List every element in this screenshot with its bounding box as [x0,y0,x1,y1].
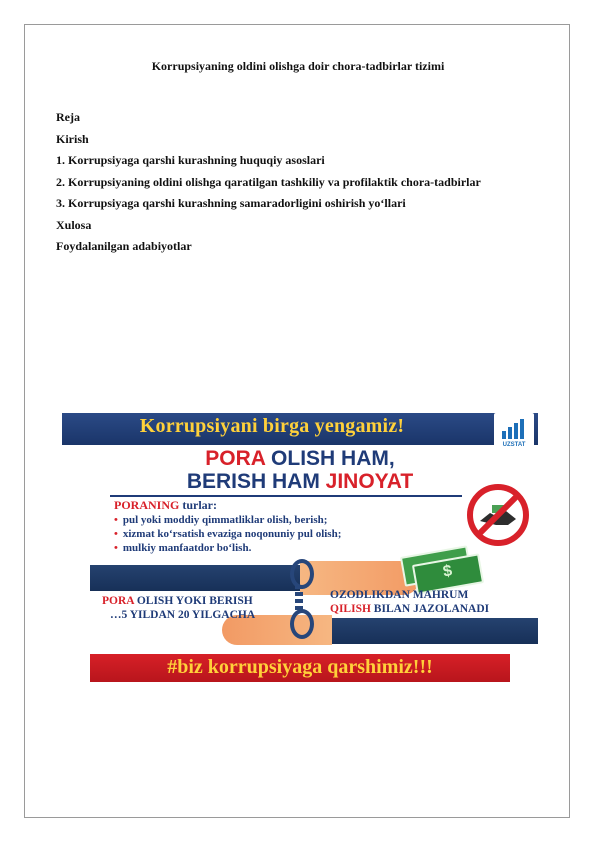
toc-item-references: Foydalanilgan adabiyotlar [56,239,192,253]
toc-item-1: 1. Korrupsiyaga qarshi kurashning huquqiy asoslari [56,153,325,167]
headline-rest-2: BERISH HAM [186,470,326,493]
toc-item-3: 3. Korrupsiyaga qarshi kurashning samaradorligini oshirish yo‘llari [56,196,406,210]
no-bribery-icon [466,483,530,547]
headline-divider [110,495,462,497]
bribe-types-title [114,498,217,513]
types-title-red: PORANING [114,498,180,512]
bribe-types-list [114,513,341,555]
penalty-right-line-2 [330,603,489,615]
penalty-left-red: PORA [102,595,134,607]
document-title: Korrupsiyaning oldini olishga doir chora-tadbirlar tizimi [151,59,445,73]
toc-item-conclusion: Xulosa [56,217,92,232]
headline-red-word: PORA [205,447,266,470]
poster-banner [62,413,538,445]
penalty-right-rest: BILAN JAZOLANADI [370,603,490,615]
poster-banner-text: Korrupsiyani birga yengamiz! [139,415,405,437]
headline-rest: OLISH HAM, [265,447,395,470]
toc-item-intro: Kirish [56,131,89,146]
list-item: • xizmat ko‘rsatish evaziga noqonuniy pul olish; [114,527,341,541]
penalty-left-line-1 [102,595,253,607]
list-item: • pul yoki moddiy qimmatliklar olish, berish; [114,513,341,527]
penalty-bar-left [90,565,300,591]
headline-red-word-2: JINOYAT [325,470,414,493]
toc-item-2: 2. Korrupsiyaning oldini olishga qaratilgan tashkiliy va profilaktik chora-tadbirlar [56,174,481,189]
handcuff-chain [295,585,303,611]
hashtag-text: #biz korrupsiyaga qarshimiz!!! [167,656,433,678]
bar-chart-icon [502,419,526,439]
penalty-left-rest: OLISH YOKI BERISH [133,595,253,607]
dollar-symbol: $ [441,562,454,581]
logo-label: UZSTAT [502,442,526,448]
types-title-rest: turlar: [179,498,217,512]
hashtag-banner [90,654,510,682]
penalty-right-red: QILISH [330,603,371,615]
headline-line-1 [62,447,538,471]
penalty-right-line-1: OZODLIKDAN MAHRUM [330,589,469,601]
table-of-contents [56,107,481,258]
penalty-left-line-2: …5 YILDAN 20 YILGACHA [110,609,256,621]
penalty-bar-right [332,618,538,644]
handcuff-icon [290,609,314,639]
anti-corruption-poster [62,413,538,683]
toc-heading: Reja [56,110,80,124]
list-item: • mulkiy manfaatdor bo‘lish. [114,541,341,555]
